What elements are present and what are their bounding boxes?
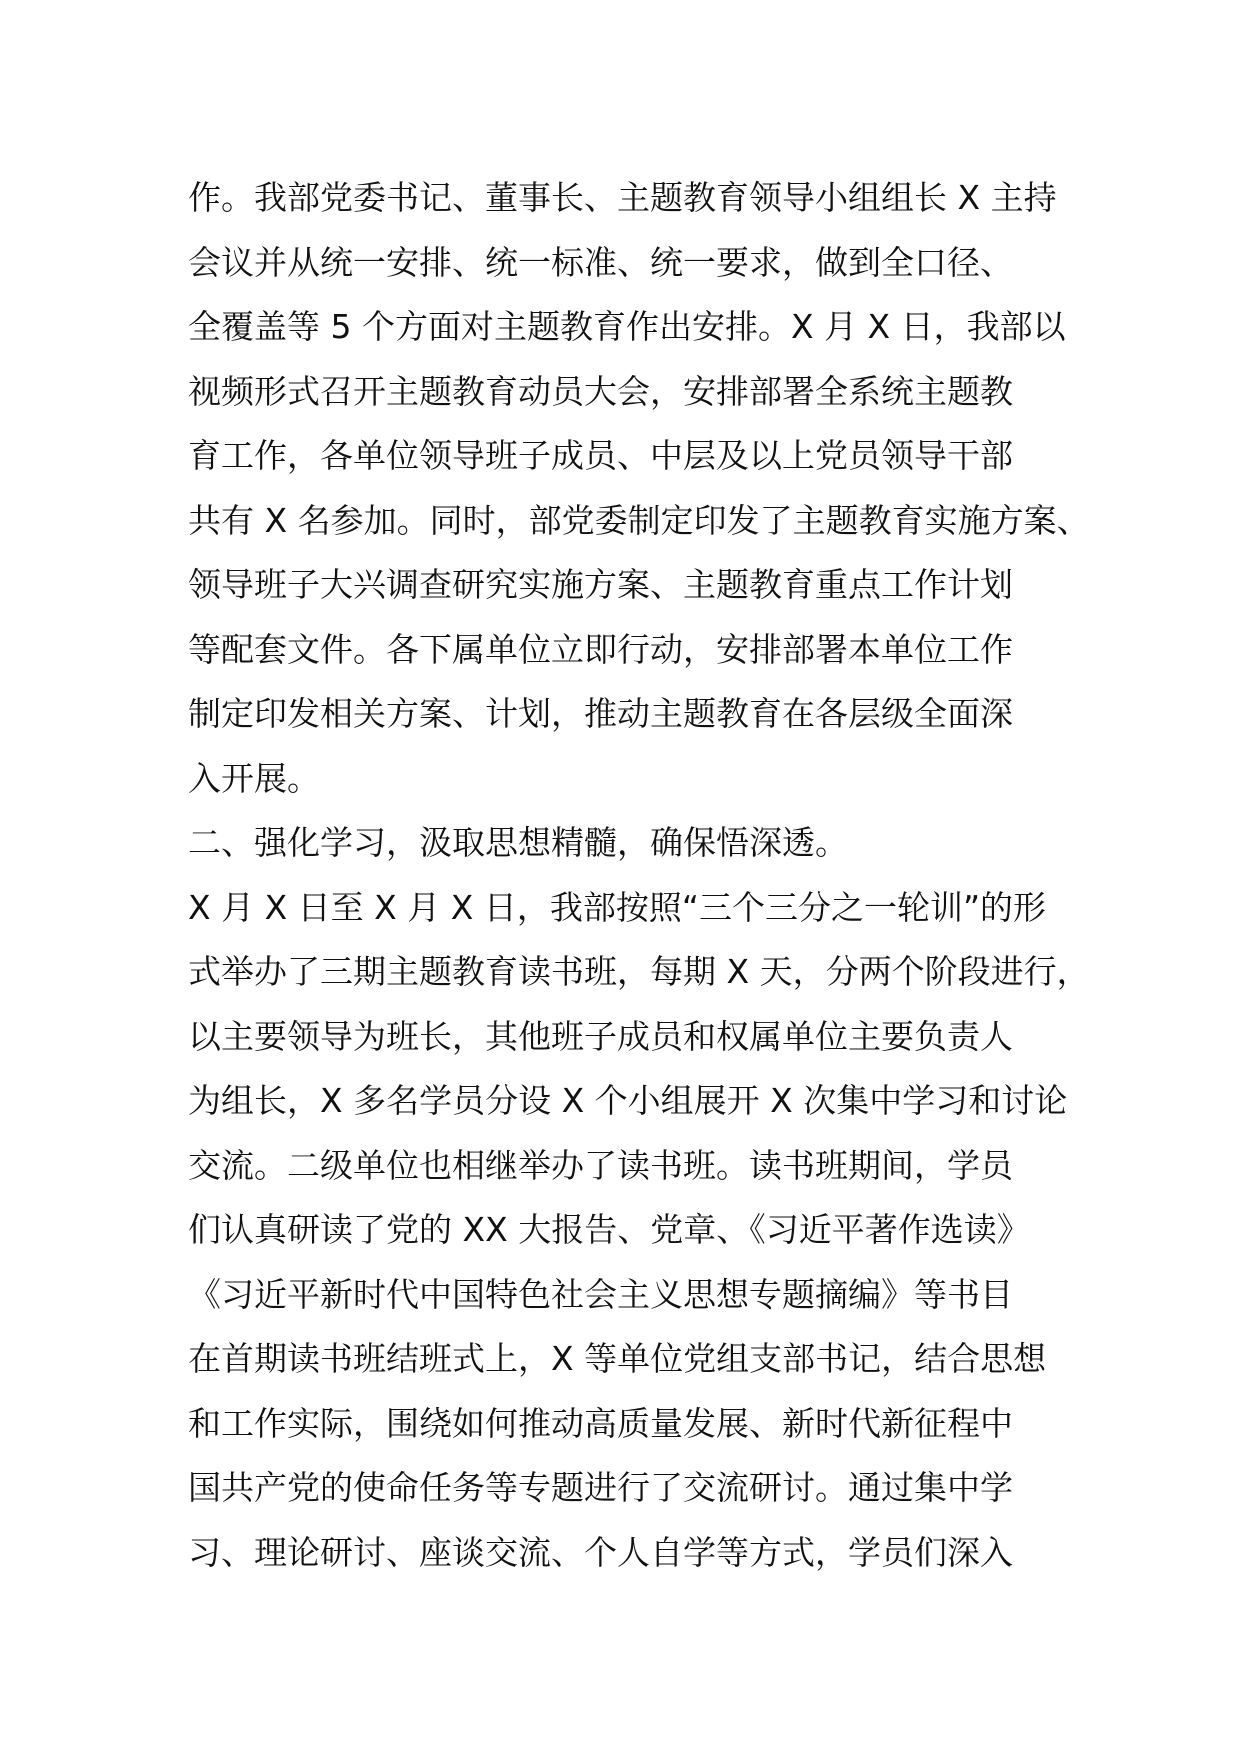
text-line: 式举办了三期主题教育读书班，每期 X 天，分两个阶段进行， [188,952,1090,991]
text-line: 习、理论研讨、座谈交流、个人自学等方式，学员们深入 [188,1532,1013,1572]
text-line: 作。我部党委书记、董事长、主题教育领导小组组长 X 主持 [188,178,1057,217]
text-line: 会议并从统一安排、统一标准、统一要求，做到全口径、 [188,242,1013,282]
text-line: 视频形式召开主题教育动员大会，安排部署全系统主题教 [188,371,1013,411]
section-heading: 二、强化学习，汲取思想精髓，确保悟深透。 [188,823,848,862]
text-line: 全覆盖等 5 个方面对主题教育作出安排。X 月 X 日，我部以 [188,307,1066,346]
text-line: 们认真研读了党的 XX 大报告、党章、《习近平著作选读》 [188,1210,1030,1249]
text-line: 等配套文件。各下属单位立即行动，安排部署本单位工作 [188,629,1013,669]
text-line: X 月 X 日至 X 月 X 日，我部按照“三个三分之一轮训”的形 [188,887,1047,927]
text-line: 在首期读书班结班式上，X 等单位党组支部书记，结合思想 [188,1339,1047,1378]
text-line: 共有 X 名参加。同时，部党委制定印发了主题教育实施方案、 [188,500,1090,540]
text-line: 育工作，各单位领导班子成员、中层及以上党员领导干部 [188,436,1013,475]
text-line: 为组长，X 多名学员分设 X 个小组展开 X 次集中学习和讨论 [188,1081,1068,1120]
text-line: 《习近平新时代中国特色社会主义思想专题摘编》等书目 [188,1274,1013,1314]
text-line: 国共产党的使命任务等专题进行了交流研讨。通过集中学 [188,1468,1013,1507]
text-line: 领导班子大兴调查研究实施方案、主题教育重点工作计划 [188,565,1013,604]
text-line: 交流。二级单位也相继举办了读书班。读书班期间，学员 [188,1145,1013,1185]
text-line: 入开展。 [188,758,320,798]
text-line: 以主要领导为班长，其他班子成员和权属单位主要负责人 [188,1016,1013,1056]
text-line: 和工作实际，围绕如何推动高质量发展、新时代新征程中 [188,1403,1013,1443]
body-text [188,166,1108,1585]
text-line: 制定印发相关方案、计划，推动主题教育在各层级全面深 [188,694,1013,733]
